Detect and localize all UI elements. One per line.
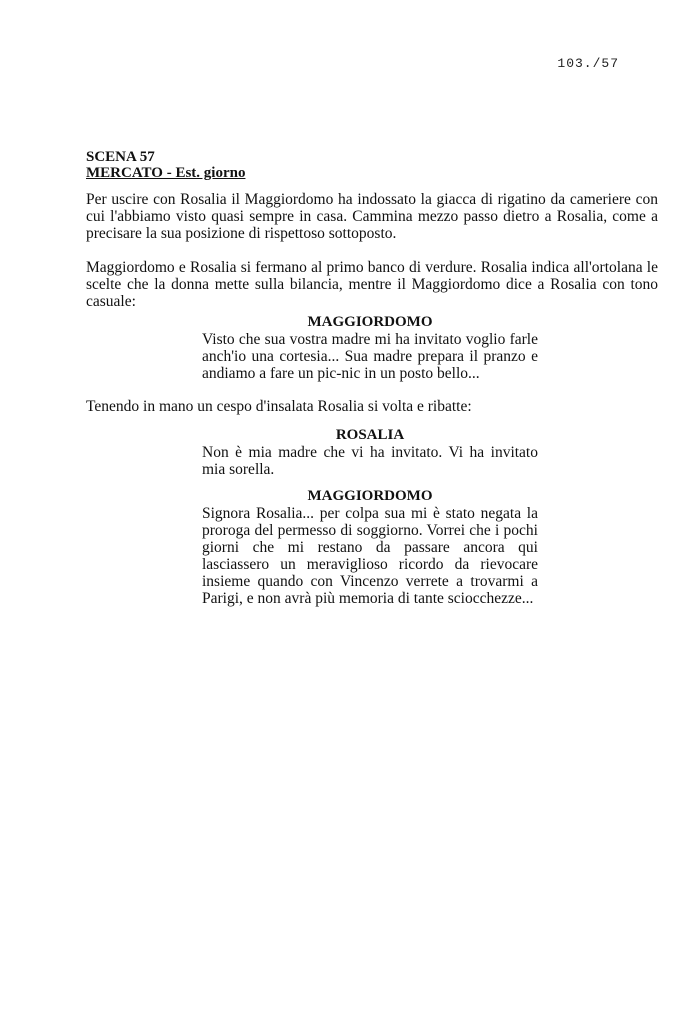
action-paragraph: Tenendo in mano un cespo d'insalata Rosalia si volta e ribatte:: [86, 398, 472, 415]
dialogue-text: Signora Rosalia... per colpa sua mi è stato negata la proroga del permesso di soggiorno. Vorrei che i pochi giorni che mi restano da passare ancora qui lasciassero un meraviglioso ricordo da rievocare insieme quando con Vincenzo verrete a trovarmi a Parigi, e non avrà più memoria di tante sciocchezze...: [202, 505, 538, 607]
dialogue-text: Visto che sua vostra madre mi ha invitato voglio farle anch'io una cortesia... Sua madre prepara il pranzo e andiamo a fare un pic-nic in un posto bello...: [202, 331, 538, 382]
dialogue-block: [202, 427, 538, 478]
action-paragraph: Maggiordomo e Rosalia si fermano al primo banco di verdure. Rosalia indica all'ortolana le scelte che la donna mette sulla bilancia, mentre il Maggiordomo dice a Rosalia con tono casuale:: [86, 259, 658, 310]
scene-location: MERCATO - Est. giorno: [86, 165, 246, 181]
action-paragraph: Per uscire con Rosalia il Maggiordomo ha indossato la giacca di rigatino da cameriere con cui l'abbiamo visto quasi sempre in casa. Cammina mezzo passo dietro a Rosalia, come a precisare la sua posizione di rispettoso sottoposto.: [86, 191, 658, 242]
character-name: MAGGIORDOMO: [307, 488, 433, 504]
scene-heading: SCENA 57: [86, 149, 155, 165]
page-number: 103./57: [557, 56, 619, 71]
character-name: ROSALIA: [335, 427, 405, 443]
dialogue-block: [202, 314, 538, 382]
character-name: MAGGIORDOMO: [307, 314, 433, 330]
dialogue-text: Non è mia madre che vi ha invitato. Vi ha invitato mia sorella.: [202, 444, 538, 478]
dialogue-block: [202, 488, 538, 607]
scene-content: [86, 149, 658, 619]
